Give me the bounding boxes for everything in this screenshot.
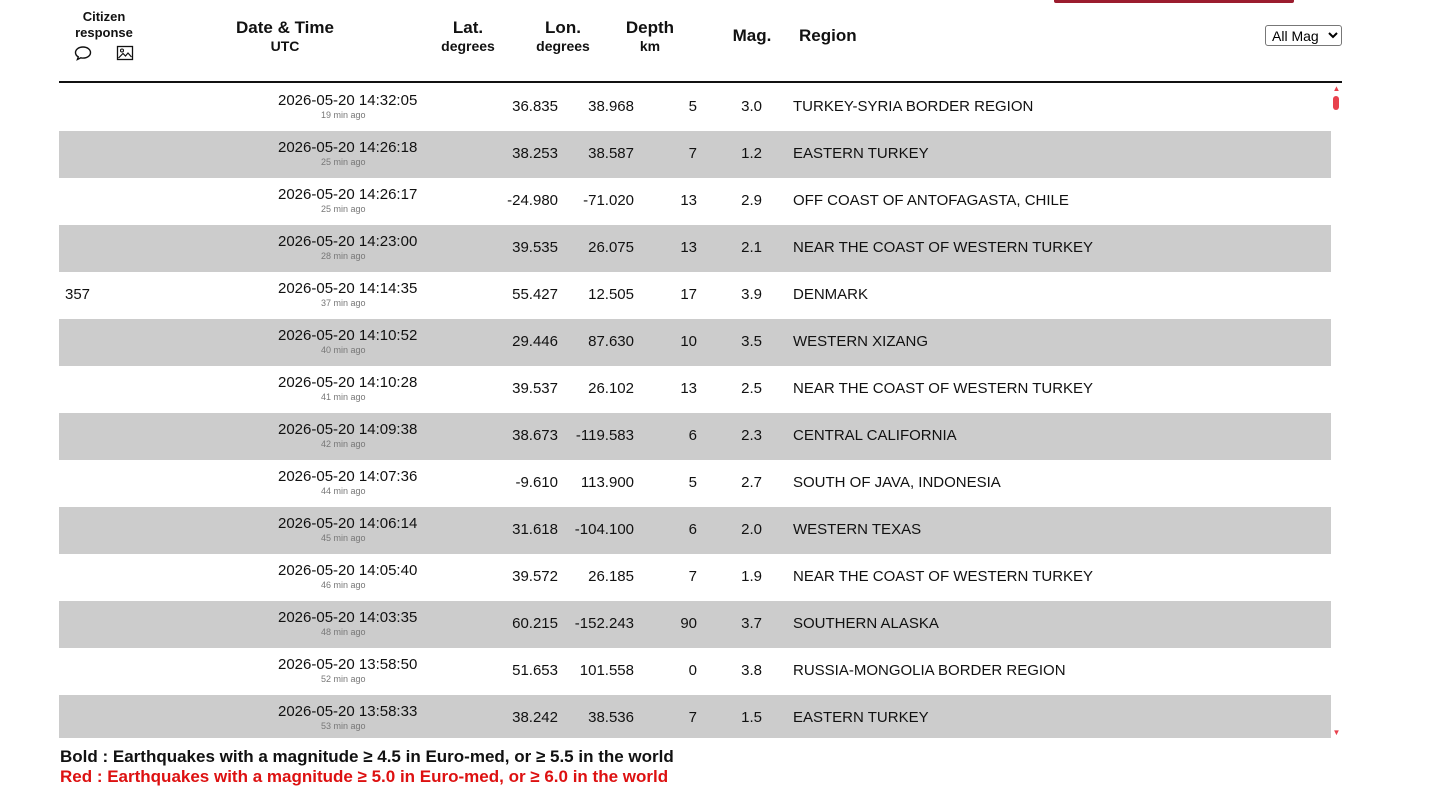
event-depth: 0	[688, 662, 697, 679]
event-latitude: 38.242	[512, 709, 558, 726]
event-region[interactable]: EASTERN TURKEY	[793, 145, 929, 162]
event-latitude: 55.427	[512, 286, 558, 303]
table-row[interactable]	[59, 695, 1331, 738]
event-depth: 13	[680, 380, 697, 397]
event-longitude: -104.100	[574, 521, 634, 538]
region-header[interactable]	[799, 26, 857, 46]
event-time-ago: 52 min ago	[321, 674, 366, 684]
table-row[interactable]	[59, 131, 1331, 178]
event-datetime: 2026-05-20 13:58:50	[278, 656, 418, 673]
event-datetime: 2026-05-20 14:07:36	[278, 468, 418, 485]
event-magnitude: 3.9	[741, 286, 762, 303]
event-latitude: 51.653	[512, 662, 558, 679]
event-magnitude: 2.7	[741, 474, 762, 491]
legend-red-text: Red : Earthquakes with a magnitude ≥ 5.0 in Euro-med, or ≥ 6.0 in the world	[60, 767, 669, 786]
event-magnitude: 1.9	[741, 568, 762, 585]
event-longitude: 12.505	[588, 286, 634, 303]
table-scrollbar[interactable]	[1331, 84, 1342, 738]
event-longitude: 38.587	[588, 145, 634, 162]
event-longitude: 38.968	[588, 98, 634, 115]
table-row[interactable]	[59, 601, 1331, 648]
depth-title: Depth	[625, 18, 675, 37]
event-longitude: 26.102	[588, 380, 634, 397]
event-longitude: 38.536	[588, 709, 634, 726]
event-region[interactable]: DENMARK	[793, 286, 869, 303]
event-magnitude: 3.8	[741, 662, 762, 679]
date-time-unit: UTC	[270, 38, 300, 54]
event-time-ago: 40 min ago	[321, 345, 366, 355]
event-region[interactable]: NEAR THE COAST OF WESTERN TURKEY	[793, 380, 1094, 397]
event-depth: 5	[688, 474, 697, 491]
event-time-ago: 44 min ago	[321, 486, 366, 496]
event-longitude: -119.583	[575, 427, 634, 444]
event-depth: 90	[680, 615, 697, 632]
magnitude-filter-select[interactable]	[1265, 25, 1342, 46]
citizen-header-line2: response	[75, 25, 133, 40]
event-time-ago: 48 min ago	[321, 627, 366, 637]
event-datetime: 2026-05-20 14:26:17	[278, 186, 418, 203]
earthquake-rows	[59, 84, 1331, 738]
event-latitude: -9.610	[515, 474, 558, 491]
event-region[interactable]: OFF COAST OF ANTOFAGASTA, CHILE	[793, 192, 1069, 209]
event-latitude: 39.537	[512, 380, 558, 397]
event-time-ago: 28 min ago	[321, 251, 366, 261]
earthquake-table	[59, 84, 1331, 738]
table-row[interactable]	[59, 366, 1331, 413]
event-region[interactable]: WESTERN TEXAS	[793, 521, 922, 538]
event-latitude: 31.618	[512, 521, 558, 538]
table-row[interactable]	[59, 272, 1331, 319]
event-region[interactable]: SOUTHERN ALASKA	[793, 615, 939, 632]
event-time-ago: 42 min ago	[321, 439, 366, 449]
event-latitude: 39.535	[512, 239, 558, 256]
event-region[interactable]: SOUTH OF JAVA, INDONESIA	[793, 474, 1001, 491]
event-region[interactable]: EASTERN TURKEY	[793, 709, 929, 726]
event-longitude: 101.558	[579, 662, 634, 679]
longitude-unit: degrees	[536, 38, 590, 54]
scroll-down-arrow-icon[interactable]: ▼	[1332, 728, 1341, 737]
event-datetime: 2026-05-20 14:26:18	[278, 139, 418, 156]
event-magnitude: 1.2	[741, 145, 762, 162]
date-time-title: Date & Time	[236, 18, 334, 37]
event-time-ago: 19 min ago	[321, 110, 366, 120]
magnitude-header[interactable]	[722, 26, 782, 46]
event-time-ago: 45 min ago	[321, 533, 366, 543]
event-time-ago: 46 min ago	[321, 580, 366, 590]
event-longitude: 87.630	[588, 333, 634, 350]
event-datetime: 2026-05-20 14:06:14	[278, 515, 418, 532]
date-time-header[interactable]	[210, 18, 360, 55]
event-time-ago: 25 min ago	[321, 204, 366, 214]
event-region[interactable]: NEAR THE COAST OF WESTERN TURKEY	[793, 239, 1094, 256]
event-datetime: 2026-05-20 14:14:35	[278, 280, 418, 297]
table-row[interactable]	[59, 178, 1331, 225]
table-row[interactable]	[59, 413, 1331, 460]
event-magnitude: 3.0	[741, 98, 762, 115]
event-latitude: 36.835	[512, 98, 558, 115]
event-datetime: 2026-05-20 14:03:35	[278, 609, 418, 626]
event-magnitude: 2.9	[741, 192, 762, 209]
magnitude-title: Mag.	[732, 26, 772, 45]
event-time-ago: 53 min ago	[321, 721, 366, 731]
event-latitude: 39.572	[512, 568, 558, 585]
comment-icon[interactable]	[74, 45, 92, 61]
citizen-icons	[59, 45, 149, 61]
event-datetime: 2026-05-20 14:05:40	[278, 562, 418, 579]
event-region[interactable]: RUSSIA-MONGOLIA BORDER REGION	[793, 662, 1066, 679]
event-magnitude: 2.1	[741, 239, 762, 256]
event-region[interactable]: TURKEY-SYRIA BORDER REGION	[793, 98, 1034, 115]
event-longitude: -152.243	[574, 615, 634, 632]
event-longitude: 26.075	[588, 239, 634, 256]
event-region[interactable]: WESTERN XIZANG	[793, 333, 929, 350]
event-depth: 6	[688, 521, 697, 538]
event-depth: 7	[688, 709, 697, 726]
table-row[interactable]	[59, 460, 1331, 507]
region-title: Region	[799, 26, 857, 45]
event-depth: 7	[688, 568, 697, 585]
event-depth: 13	[680, 239, 697, 256]
table-row[interactable]	[59, 554, 1331, 601]
event-datetime: 2026-05-20 14:09:38	[278, 421, 418, 438]
table-row[interactable]	[59, 507, 1331, 554]
latitude-header[interactable]	[431, 18, 505, 55]
event-datetime: 2026-05-20 14:32:05	[278, 92, 418, 109]
event-depth: 5	[688, 98, 697, 115]
event-longitude: 113.900	[580, 474, 634, 491]
event-time-ago: 37 min ago	[321, 298, 366, 308]
event-latitude: -24.980	[507, 192, 558, 209]
longitude-title: Lon.	[545, 18, 581, 37]
event-magnitude: 3.5	[741, 333, 762, 350]
depth-unit: km	[639, 38, 661, 54]
event-magnitude: 1.5	[741, 709, 762, 726]
table-row[interactable]	[59, 225, 1331, 272]
scrollbar-thumb[interactable]	[1333, 96, 1339, 110]
event-latitude: 38.673	[512, 427, 558, 444]
event-datetime: 2026-05-20 13:58:33	[278, 703, 418, 720]
event-magnitude: 2.3	[741, 427, 762, 444]
event-depth: 17	[680, 286, 697, 303]
header-divider	[59, 81, 1342, 83]
table-row[interactable]	[59, 319, 1331, 366]
latitude-unit: degrees	[441, 38, 495, 54]
table-header	[59, 0, 1342, 83]
event-longitude: 26.185	[588, 568, 634, 585]
event-magnitude: 3.7	[741, 615, 762, 632]
magnitude-legend	[60, 747, 674, 787]
event-depth: 7	[688, 145, 697, 162]
event-datetime: 2026-05-20 14:10:52	[278, 327, 418, 344]
event-magnitude: 2.0	[741, 521, 762, 538]
event-time-ago: 25 min ago	[321, 157, 366, 167]
event-depth: 6	[688, 427, 697, 444]
event-latitude: 38.253	[512, 145, 558, 162]
depth-header[interactable]	[616, 18, 684, 55]
event-magnitude: 2.5	[741, 380, 762, 397]
table-row[interactable]	[59, 84, 1331, 131]
event-depth: 13	[680, 192, 697, 209]
citizen-response-count: 357	[65, 286, 91, 303]
citizen-response-header	[59, 9, 149, 61]
citizen-header-line1: Citizen	[82, 9, 126, 24]
table-row[interactable]	[59, 648, 1331, 695]
event-depth: 10	[680, 333, 697, 350]
image-icon[interactable]	[116, 45, 134, 61]
legend-bold-text: Bold : Earthquakes with a magnitude ≥ 4.5 in Euro-med, or ≥ 5.5 in the world	[60, 747, 674, 766]
event-latitude: 60.215	[512, 615, 558, 632]
longitude-header[interactable]	[526, 18, 600, 55]
event-time-ago: 41 min ago	[321, 392, 366, 402]
event-longitude: -71.020	[583, 192, 634, 209]
event-datetime: 2026-05-20 14:10:28	[278, 374, 418, 391]
event-region[interactable]: NEAR THE COAST OF WESTERN TURKEY	[793, 568, 1094, 585]
latitude-title: Lat.	[452, 18, 484, 37]
event-region[interactable]: CENTRAL CALIFORNIA	[793, 427, 957, 444]
event-latitude: 29.446	[512, 333, 558, 350]
scroll-up-arrow-icon[interactable]: ▲	[1332, 84, 1341, 93]
event-datetime: 2026-05-20 14:23:00	[278, 233, 418, 250]
